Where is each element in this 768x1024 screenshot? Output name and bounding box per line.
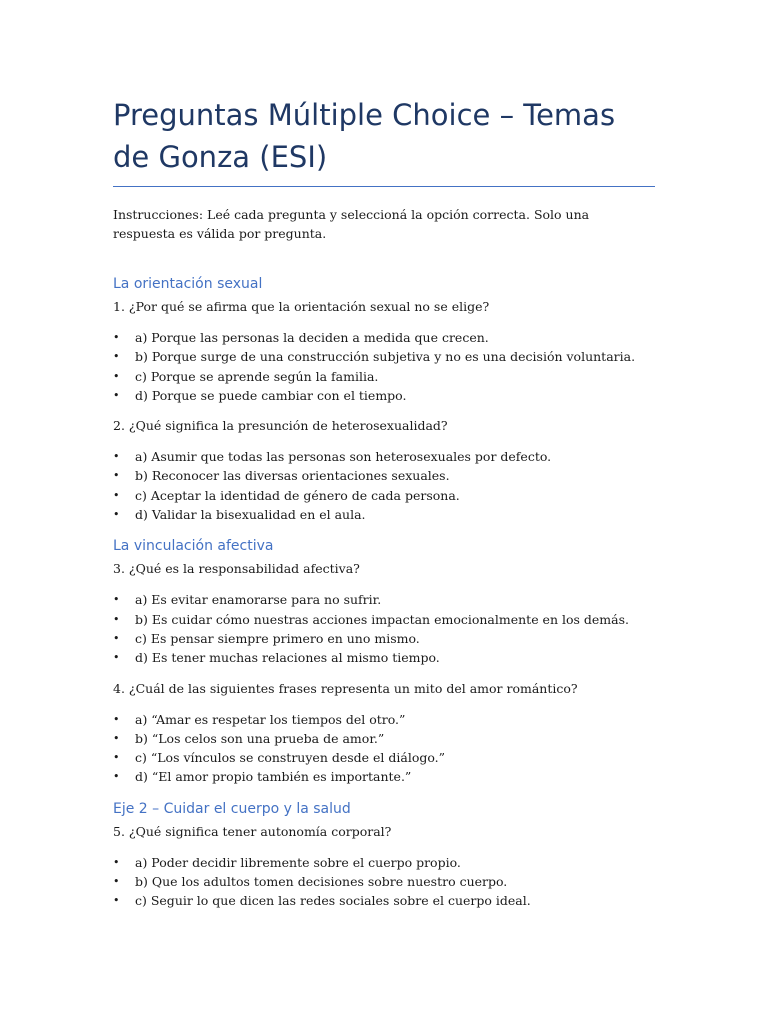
option-item [113, 710, 655, 729]
option-item [113, 891, 655, 910]
section-heading: La vinculación afectiva [113, 538, 274, 555]
options-list [113, 853, 655, 911]
bullet-icon: • [113, 712, 120, 726]
document-title: Preguntas Múltiple Choice – Temas de Gonza (ESI) [113, 94, 655, 187]
option-text: c) Aceptar la identidad de género de cada persona. [135, 487, 460, 503]
document-page [113, 0, 655, 911]
options-list [113, 447, 655, 524]
option-item [113, 486, 655, 505]
option-text: b) “Los celos son una prueba de amor.” [135, 730, 385, 746]
option-item [113, 466, 655, 485]
option-text: c) “Los vínculos se construyen desde el diálogo.” [135, 750, 446, 766]
bullet-icon: • [113, 388, 120, 402]
bullet-icon: • [113, 770, 120, 784]
bullet-icon: • [113, 508, 120, 522]
option-text: b) Porque surge de una construcción subjetiva y no es una decisión voluntaria. [135, 349, 636, 365]
question-text: 2. ¿Qué significa la presunción de heterosexualidad? [113, 418, 448, 434]
option-text: d) “El amor propio también es importante.” [135, 769, 412, 785]
bullet-icon: • [113, 488, 120, 502]
bullet-icon: • [113, 751, 120, 765]
option-item [113, 767, 655, 786]
option-item [113, 328, 655, 347]
option-item [113, 729, 655, 748]
bullet-icon: • [113, 331, 120, 344]
option-text: b) Que los adultos tomen decisiones sobre nuestro cuerpo. [135, 874, 508, 890]
options-list [113, 590, 655, 667]
bullet-icon: • [113, 651, 120, 665]
bullet-icon: • [113, 631, 120, 645]
option-item [113, 629, 655, 648]
option-item [113, 748, 655, 767]
bullet-icon: • [113, 875, 120, 889]
options-list [113, 710, 655, 787]
option-text: b) Reconocer las diversas orientaciones sexuales. [135, 468, 450, 484]
bullet-icon: • [113, 469, 120, 483]
question-text: 1. ¿Por qué se afirma que la orientación sexual no se elige? [113, 299, 490, 314]
option-text: d) Es tener muchas relaciones al mismo tiempo. [135, 650, 440, 666]
option-item [113, 447, 655, 466]
option-text: b) Es cuidar cómo nuestras acciones impactan emocionalmente en los demás. [135, 611, 629, 627]
option-text: c) Seguir lo que dicen las redes sociales sobre el cuerpo ideal. [135, 893, 531, 909]
section-heading: La orientación sexual [113, 276, 263, 292]
option-text: a) Porque las personas la deciden a medida que crecen. [135, 330, 489, 345]
question-text: 5. ¿Qué significa tener autonomía corporal? [113, 823, 392, 839]
option-item [113, 505, 655, 524]
option-text: c) Es pensar siempre primero en uno mismo. [135, 630, 420, 646]
bullet-icon: • [113, 593, 120, 607]
bullet-icon: • [113, 450, 120, 464]
question-text: 4. ¿Cuál de las siguientes frases representa un mito del amor romántico? [113, 680, 578, 696]
option-text: a) “Amar es respetar los tiempos del otro.” [135, 711, 406, 727]
questions-container [113, 274, 655, 911]
bullet-icon: • [113, 731, 120, 745]
bullet-icon: • [113, 855, 120, 869]
option-item [113, 610, 655, 629]
option-text: d) Validar la bisexualidad en el aula. [135, 507, 366, 523]
options-list [113, 328, 655, 405]
bullet-icon: • [113, 350, 120, 364]
option-text: a) Asumir que todas las personas son heterosexuales por defecto. [135, 449, 552, 465]
bullet-icon: • [113, 612, 120, 626]
bullet-icon: • [113, 369, 120, 383]
option-text: c) Porque se aprende según la familia. [135, 368, 379, 384]
instructions-text: Instrucciones: Leé cada pregunta y seleccioná la opción correcta. Solo una respuesta es válida por pregunta. [113, 207, 590, 241]
option-item [113, 367, 655, 386]
option-text: d) Porque se puede cambiar con el tiempo. [135, 387, 407, 403]
option-text: a) Poder decidir libremente sobre el cuerpo propio. [135, 854, 461, 870]
option-item [113, 590, 655, 609]
bullet-icon: • [113, 894, 120, 908]
option-text: a) Es evitar enamorarse para no sufrir. [135, 592, 382, 608]
question-text: 3. ¿Qué es la responsabilidad afectiva? [113, 561, 360, 577]
option-item [113, 872, 655, 891]
option-item [113, 648, 655, 667]
option-item [113, 386, 655, 405]
option-item [113, 853, 655, 872]
option-item [113, 347, 655, 366]
section-heading: Eje 2 – Cuidar el cuerpo y la salud [113, 800, 351, 817]
